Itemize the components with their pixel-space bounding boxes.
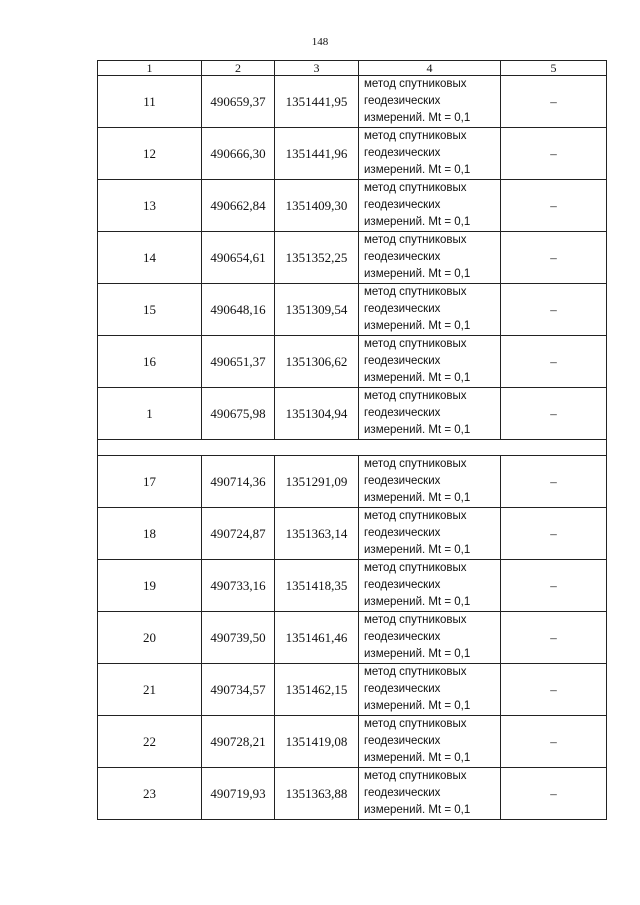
method-line: геодезических [364,355,441,367]
column-5-cell: – [501,716,607,768]
column-header-3: 3 [275,61,359,76]
method-line: измерений. Mt = 0,1 [364,544,471,556]
method-line: геодезических [364,407,441,419]
y-coordinate-cell: 1351304,94 [275,388,359,440]
method-line: геодезических [364,787,441,799]
method-line: геодезических [364,95,441,107]
table-row [98,180,607,232]
method-line: геодезических [364,303,441,315]
table-row [98,456,607,508]
method-line: измерений. Mt = 0,1 [364,492,471,504]
method-cell [359,284,501,336]
method-line: измерений. Mt = 0,1 [364,424,471,436]
x-coordinate-cell: 490648,16 [202,284,275,336]
x-coordinate-cell: 490662,84 [202,180,275,232]
table-header-row [98,61,607,76]
method-line: метод спутниковых [364,458,467,470]
y-coordinate-cell: 1351441,95 [275,76,359,128]
y-coordinate-cell: 1351352,25 [275,232,359,284]
method-line: измерений. Mt = 0,1 [364,596,471,608]
x-coordinate-cell: 490719,93 [202,768,275,820]
y-coordinate-cell: 1351461,46 [275,612,359,664]
point-number-cell: 19 [98,560,202,612]
group-separator-cell [98,440,607,456]
table-body [98,76,607,820]
x-coordinate-cell: 490666,30 [202,128,275,180]
point-number-cell: 17 [98,456,202,508]
x-coordinate-cell: 490733,16 [202,560,275,612]
table-row [98,76,607,128]
x-coordinate-cell: 490734,57 [202,664,275,716]
method-line: геодезических [364,147,441,159]
method-line: метод спутниковых [364,286,467,298]
x-coordinate-cell: 490724,87 [202,508,275,560]
column-header-1: 1 [98,61,202,76]
table-row [98,336,607,388]
method-line: измерений. Mt = 0,1 [364,372,471,384]
x-coordinate-cell: 490739,50 [202,612,275,664]
y-coordinate-cell: 1351409,30 [275,180,359,232]
point-number-cell: 11 [98,76,202,128]
method-line: измерений. Mt = 0,1 [364,268,471,280]
method-line: метод спутниковых [364,338,467,350]
y-coordinate-cell: 1351363,88 [275,768,359,820]
x-coordinate-cell: 490714,36 [202,456,275,508]
method-cell [359,612,501,664]
y-coordinate-cell: 1351309,54 [275,284,359,336]
method-line: метод спутниковых [364,614,467,626]
x-coordinate-cell: 490675,98 [202,388,275,440]
table-row [98,664,607,716]
method-line: метод спутниковых [364,562,467,574]
column-5-cell: – [501,232,607,284]
column-header-4: 4 [359,61,501,76]
method-cell [359,336,501,388]
table-row [98,284,607,336]
point-number-cell: 16 [98,336,202,388]
method-line: геодезических [364,475,441,487]
column-header-5: 5 [501,61,607,76]
method-cell [359,716,501,768]
method-line: измерений. Mt = 0,1 [364,216,471,228]
column-5-cell: – [501,456,607,508]
y-coordinate-cell: 1351306,62 [275,336,359,388]
column-5-cell: – [501,612,607,664]
point-number-cell: 15 [98,284,202,336]
table-row [98,612,607,664]
method-cell [359,560,501,612]
method-cell [359,128,501,180]
method-line: метод спутниковых [364,78,467,90]
column-5-cell: – [501,768,607,820]
method-line: измерений. Mt = 0,1 [364,112,471,124]
point-number-cell: 1 [98,388,202,440]
method-line: геодезических [364,683,441,695]
page-number: 148 [311,36,329,48]
column-5-cell: – [501,664,607,716]
table-row [98,508,607,560]
coordinates-table [97,60,607,820]
method-cell [359,456,501,508]
method-line: геодезических [364,631,441,643]
method-line: метод спутниковых [364,718,467,730]
column-5-cell: – [501,336,607,388]
point-number-cell: 23 [98,768,202,820]
point-number-cell: 14 [98,232,202,284]
group-separator-row [98,440,607,456]
method-line: измерений. Mt = 0,1 [364,700,471,712]
method-cell [359,76,501,128]
method-cell [359,664,501,716]
table-row [98,560,607,612]
x-coordinate-cell: 490659,37 [202,76,275,128]
method-line: геодезических [364,735,441,747]
method-line: метод спутниковых [364,510,467,522]
table-row [98,768,607,820]
point-number-cell: 22 [98,716,202,768]
y-coordinate-cell: 1351462,15 [275,664,359,716]
table-row [98,232,607,284]
y-coordinate-cell: 1351291,09 [275,456,359,508]
column-5-cell: – [501,560,607,612]
method-line: метод спутниковых [364,182,467,194]
table-row [98,128,607,180]
method-line: геодезических [364,527,441,539]
method-cell [359,388,501,440]
y-coordinate-cell: 1351363,14 [275,508,359,560]
point-number-cell: 21 [98,664,202,716]
method-cell [359,180,501,232]
method-line: измерений. Mt = 0,1 [364,752,471,764]
method-line: геодезических [364,199,441,211]
method-line: метод спутниковых [364,130,467,142]
point-number-cell: 12 [98,128,202,180]
method-line: геодезических [364,579,441,591]
method-line: измерений. Mt = 0,1 [364,320,471,332]
column-5-cell: – [501,180,607,232]
method-cell [359,232,501,284]
method-line: геодезических [364,251,441,263]
method-line: измерений. Mt = 0,1 [364,164,471,176]
method-line: измерений. Mt = 0,1 [364,804,471,816]
column-5-cell: – [501,508,607,560]
column-5-cell: – [501,388,607,440]
method-cell [359,508,501,560]
x-coordinate-cell: 490728,21 [202,716,275,768]
x-coordinate-cell: 490654,61 [202,232,275,284]
column-5-cell: – [501,128,607,180]
method-line: метод спутниковых [364,770,467,782]
column-5-cell: – [501,284,607,336]
table-row [98,716,607,768]
y-coordinate-cell: 1351441,96 [275,128,359,180]
method-line: метод спутниковых [364,666,467,678]
table-row [98,388,607,440]
method-line: измерений. Mt = 0,1 [364,648,471,660]
method-line: метод спутниковых [364,234,467,246]
column-header-2: 2 [202,61,275,76]
column-5-cell: – [501,76,607,128]
point-number-cell: 18 [98,508,202,560]
point-number-cell: 20 [98,612,202,664]
point-number-cell: 13 [98,180,202,232]
x-coordinate-cell: 490651,37 [202,336,275,388]
method-cell [359,768,501,820]
method-line: метод спутниковых [364,390,467,402]
y-coordinate-cell: 1351418,35 [275,560,359,612]
y-coordinate-cell: 1351419,08 [275,716,359,768]
